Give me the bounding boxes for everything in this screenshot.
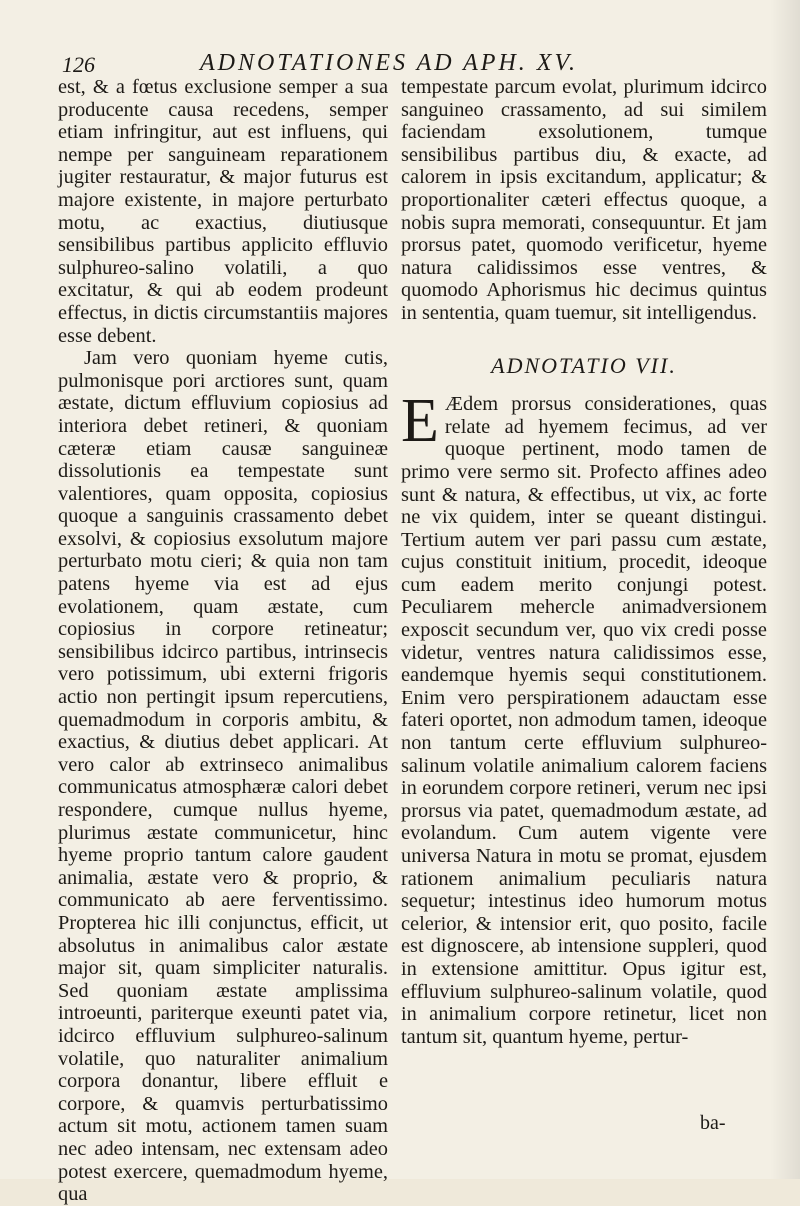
section-paragraph-text: Ædem prorsus considerationes, quas relate ad hyemem fecimus, ad ver quoque pertinent, modo tamen de primo vere sermo sit. Profecto affines adeo sunt & natura, & effectibus, ut vix, ac forte ne vix quidem, inter se queant distingui. Tertium autem ver pari passu cum æstate, cujus constituit initium, procedit, ideoque cum eadem merito conjungi potest. Peculiarem mehercle animadversionem exposcit secundum ver, quo vix credi posse videtur, ventres natura calidissimos esse, eandemque hyemis sequi constitutionem. Enim vero perspirationem adauctam esse fateri oportet, non admodum tamen, ideoque non tantum certe effluvium sulphureo-salinum volatile animalium calorem faciens in eorundem corpore retineri, verum nec ipsi prorsus via patet, quemadmodum æstate, ad evolandum. Cum autem vigente vere universa Natura in motu se promat, ejusdem rationem animalium peculiaris natura sequetur; intestinus ideo humorum motus celerior, & intensior erit, quo posito, facile est dignoscere, ab intensione suppleri, quod in extensione amittitur. Opus igitur est, effluvium sulphureo-salinum volatile, quod in animalium corpore retinetur, licet non tantum sit, quantum hyeme, pertur- bbox=[401, 393, 767, 1048]
page-edge-shadow bbox=[770, 0, 800, 1179]
right-column bbox=[401, 76, 767, 1048]
catchword: ba- bbox=[700, 1112, 726, 1134]
right-paragraph-1: tempestate parcum evolat, plurimum idcirco sanguineo crassamento, ad sui similem faciendam exsolutionem, tumque sensibilibus partibus diu, & exacte, ad calorem in ipsis excitandum, applicatur; & proportionaliter cæteri effectus quoque, a nobis supra memorati, consequuntur. Et jam prorsus patet, quomodo verificetur, hyeme natura calidissimos esse ventres, & quomodo Aphorismus hic decimus quintus in sententia, quam tuemur, sit intelligendus. bbox=[401, 76, 767, 324]
left-paragraph-2: Jam vero quoniam hyeme cutis, pulmonisque pori arctiores sunt, quam æstate, dictum effluvium copiosius ad interiora debet retineri, & quoniam cæteræ etiam causæ sanguineæ dissolutionis ea tempestate sunt valentiores, quam opposita, copiosius quoque a sanguinis crassamento debet exsolvi, & copiosius exsolutum majore perturbato motu cieri; & quia non tam patens hyeme via est ad ejus evolationem, quam æstate, cum copiosius in corpore retineatur; sensibilibus idcirco partibus, intrinsecis vero potissimum, ubi externi frigoris actio non pertingit ipsum repercutiens, quemadmodum in corporis ambitu, & exactius, & diutius debet applicari. At vero calor ab extrinseco animalibus communicatus atmosphæræ calori debet respondere, cumque nullus hyeme, plurimus æstate communicetur, hinc hyeme proprio tantum calore gaudent animalia, æstate vero & proprio, & communicato ab aere ferventissimo. Propterea hic illi conjunctus, efficit, ut absolutus in animalibus calor æstate major sit, quam simpliciter naturalis. Sed quoniam æstate amplissima introeunti, pariterque exeunti patet via, idcirco effluvium sulphureo-salinum volatile, quo naturaliter animalium corpora donantur, libere effluit e corpore, & quamvis perturbatissimo actum sit motu, actionem tamen suam nec adeo intensam, nec extensam adeo potest exercere, quemadmodum hyeme, qua bbox=[58, 347, 388, 1206]
left-paragraph-1: est, & a fœtus exclusione semper a sua producente causa recedens, semper etiam infringitur, aut est influens, qui nempe per sanguineam reparationem jugiter restauratur, & major futurus est majore existente, in majore perturbato motu, ac exactius, diutiusque sensibilibus partibus applicito effluvio sulphureo-salino volatili, a quo excitatur, & qui ab eodem prodeunt effectus, in dictis circumstantiis majores esse debent. bbox=[58, 76, 388, 347]
running-head-title: ADNOTATIONES AD APH. XV. bbox=[200, 50, 579, 76]
section-paragraph bbox=[401, 387, 767, 1048]
section-heading: ADNOTATIO VII. bbox=[491, 352, 677, 378]
left-column bbox=[58, 76, 388, 1206]
page-number: 126 bbox=[62, 52, 95, 77]
drop-cap: E bbox=[401, 387, 439, 456]
running-head bbox=[62, 50, 742, 76]
